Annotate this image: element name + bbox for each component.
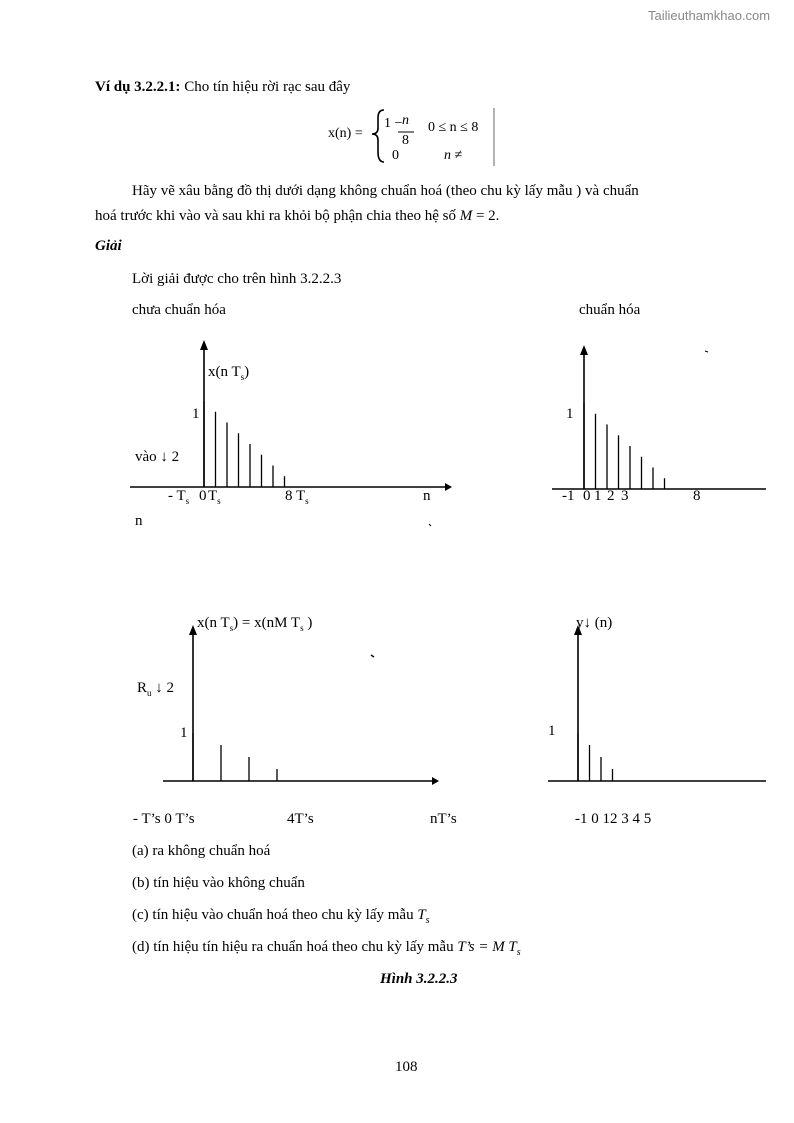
stray-mark-1 <box>705 351 708 352</box>
caption-b: (b) tín hiệu vào không chuẩn <box>132 875 305 891</box>
stray-mark-3 <box>429 524 431 526</box>
p2-tick-8: 8 <box>693 488 701 504</box>
caption-d <box>132 938 521 962</box>
p2-tick-0: 0 <box>583 488 591 504</box>
panel-output-normalized <box>548 625 766 781</box>
formula-lhs: x(n) = <box>328 126 363 141</box>
p1-title: x(n $T_s$) <box>208 364 250 382</box>
watermark: Tailieuthamkhao.com <box>648 8 771 23</box>
caption-c <box>132 906 430 930</box>
p1-y-tick-1: 1 <box>192 406 200 422</box>
p3-bottom-label-left: - T’s 0 T’s <box>133 811 195 827</box>
p2-tick-1: 1 <box>594 488 602 504</box>
formula-case2-cond: n ≠ <box>444 148 463 163</box>
p3-y-arrow <box>189 625 197 635</box>
p1-y-arrow <box>200 340 208 350</box>
p4-title: y↓ (n) <box>576 615 613 631</box>
p2-y-tick-1: 1 <box>566 406 574 422</box>
p1-tick-n: n <box>423 488 431 504</box>
p3-bottom-label-4ts: 4T’s <box>287 811 314 827</box>
p2-y-arrow <box>580 345 588 355</box>
page-number: 108 <box>395 1059 418 1075</box>
p1-stems <box>204 401 285 487</box>
p1-tick-ts: $T_s$ <box>208 488 221 506</box>
p2-tick-3: 3 <box>621 488 629 504</box>
p1-tick-8ts: 8 $T_s$ <box>285 488 309 506</box>
figure-title: Hình 3.2.2.3 <box>380 971 458 987</box>
label-normalized: chuẩn hóa <box>579 302 641 318</box>
p3-title: x(n $T_s) = x(nM$ $T_s$ ) <box>197 615 313 633</box>
caption-c-sub: s <box>425 915 430 926</box>
formula-case1-den: 8 <box>402 133 409 148</box>
formula-case2-val: 0 <box>392 148 399 163</box>
task-line-2-pre: hoá trước khi vào và sau khi ra khỏi bộ phận chia theo hệ số <box>95 208 460 224</box>
p1-x-arrow <box>445 483 452 491</box>
task-line-2-post: = 2. <box>472 208 500 224</box>
caption-d-sub: s <box>516 947 521 958</box>
p3-bottom-label-nts: nT’s <box>430 811 457 827</box>
p1-side-label: vào ↓ 2 <box>135 449 180 465</box>
task-line-2-var: M <box>459 208 473 224</box>
formula-case1-num: n <box>402 113 409 128</box>
task-line-1: Hãy vẽ xâu bằng đồ thị dưới dạng không chuẩn hoá (theo chu kỳ lấy mẫu ) và chuẩn <box>132 183 639 199</box>
p4-y-tick-1: 1 <box>548 723 556 739</box>
p1-tick-zero: 0 <box>199 488 207 504</box>
p4-stems <box>578 733 613 781</box>
caption-c-var: T <box>417 907 426 923</box>
p3-x-arrow <box>432 777 439 785</box>
caption-d-var: T’s = M T <box>457 939 517 955</box>
caption-c-text: (c) tín hiệu vào chuẩn hoá theo chu kỳ lấy mẫu <box>132 907 418 923</box>
p2-tick-2: 2 <box>607 488 615 504</box>
p4-bottom-labels: -1 0 12 3 4 5 <box>575 811 652 827</box>
p1-tick-minus-ts: - $T_s$ <box>168 488 190 506</box>
p2-tick-minus1: -1 <box>562 488 575 504</box>
formula-case1-cond: 0 ≤ n ≤ 8 <box>428 120 479 135</box>
stray-mark-2 <box>371 655 374 657</box>
formula-case1-one: 1 − <box>384 116 403 131</box>
label-unnormalized: chưa chuẩn hóa <box>132 302 226 318</box>
panel-input-unnormalized <box>130 340 452 491</box>
example-intro: Cho tín hiệu rời rạc sau đây <box>184 79 351 95</box>
p3-stems <box>193 733 277 781</box>
panel-input-normalized <box>552 345 766 489</box>
caption-d-text: (d) tín hiệu tín hiệu ra chuẩn hoá theo chu kỳ lấy mẫu <box>132 939 458 955</box>
caption-a: (a) ra không chuẩn hoá <box>132 843 271 859</box>
p3-side-label: $R_u$ ↓ 2 <box>137 680 175 698</box>
solution-heading: Giải <box>95 238 122 254</box>
example-label: Ví dụ 3.2.2.1: <box>95 79 181 95</box>
panel-output-unnormalized <box>163 625 439 785</box>
p1-stray-n: n <box>135 513 143 529</box>
p3-y-tick-1: 1 <box>180 725 188 741</box>
solution-text: Lời giải được cho trên hình 3.2.2.3 <box>132 271 342 287</box>
p2-stems <box>584 403 665 489</box>
